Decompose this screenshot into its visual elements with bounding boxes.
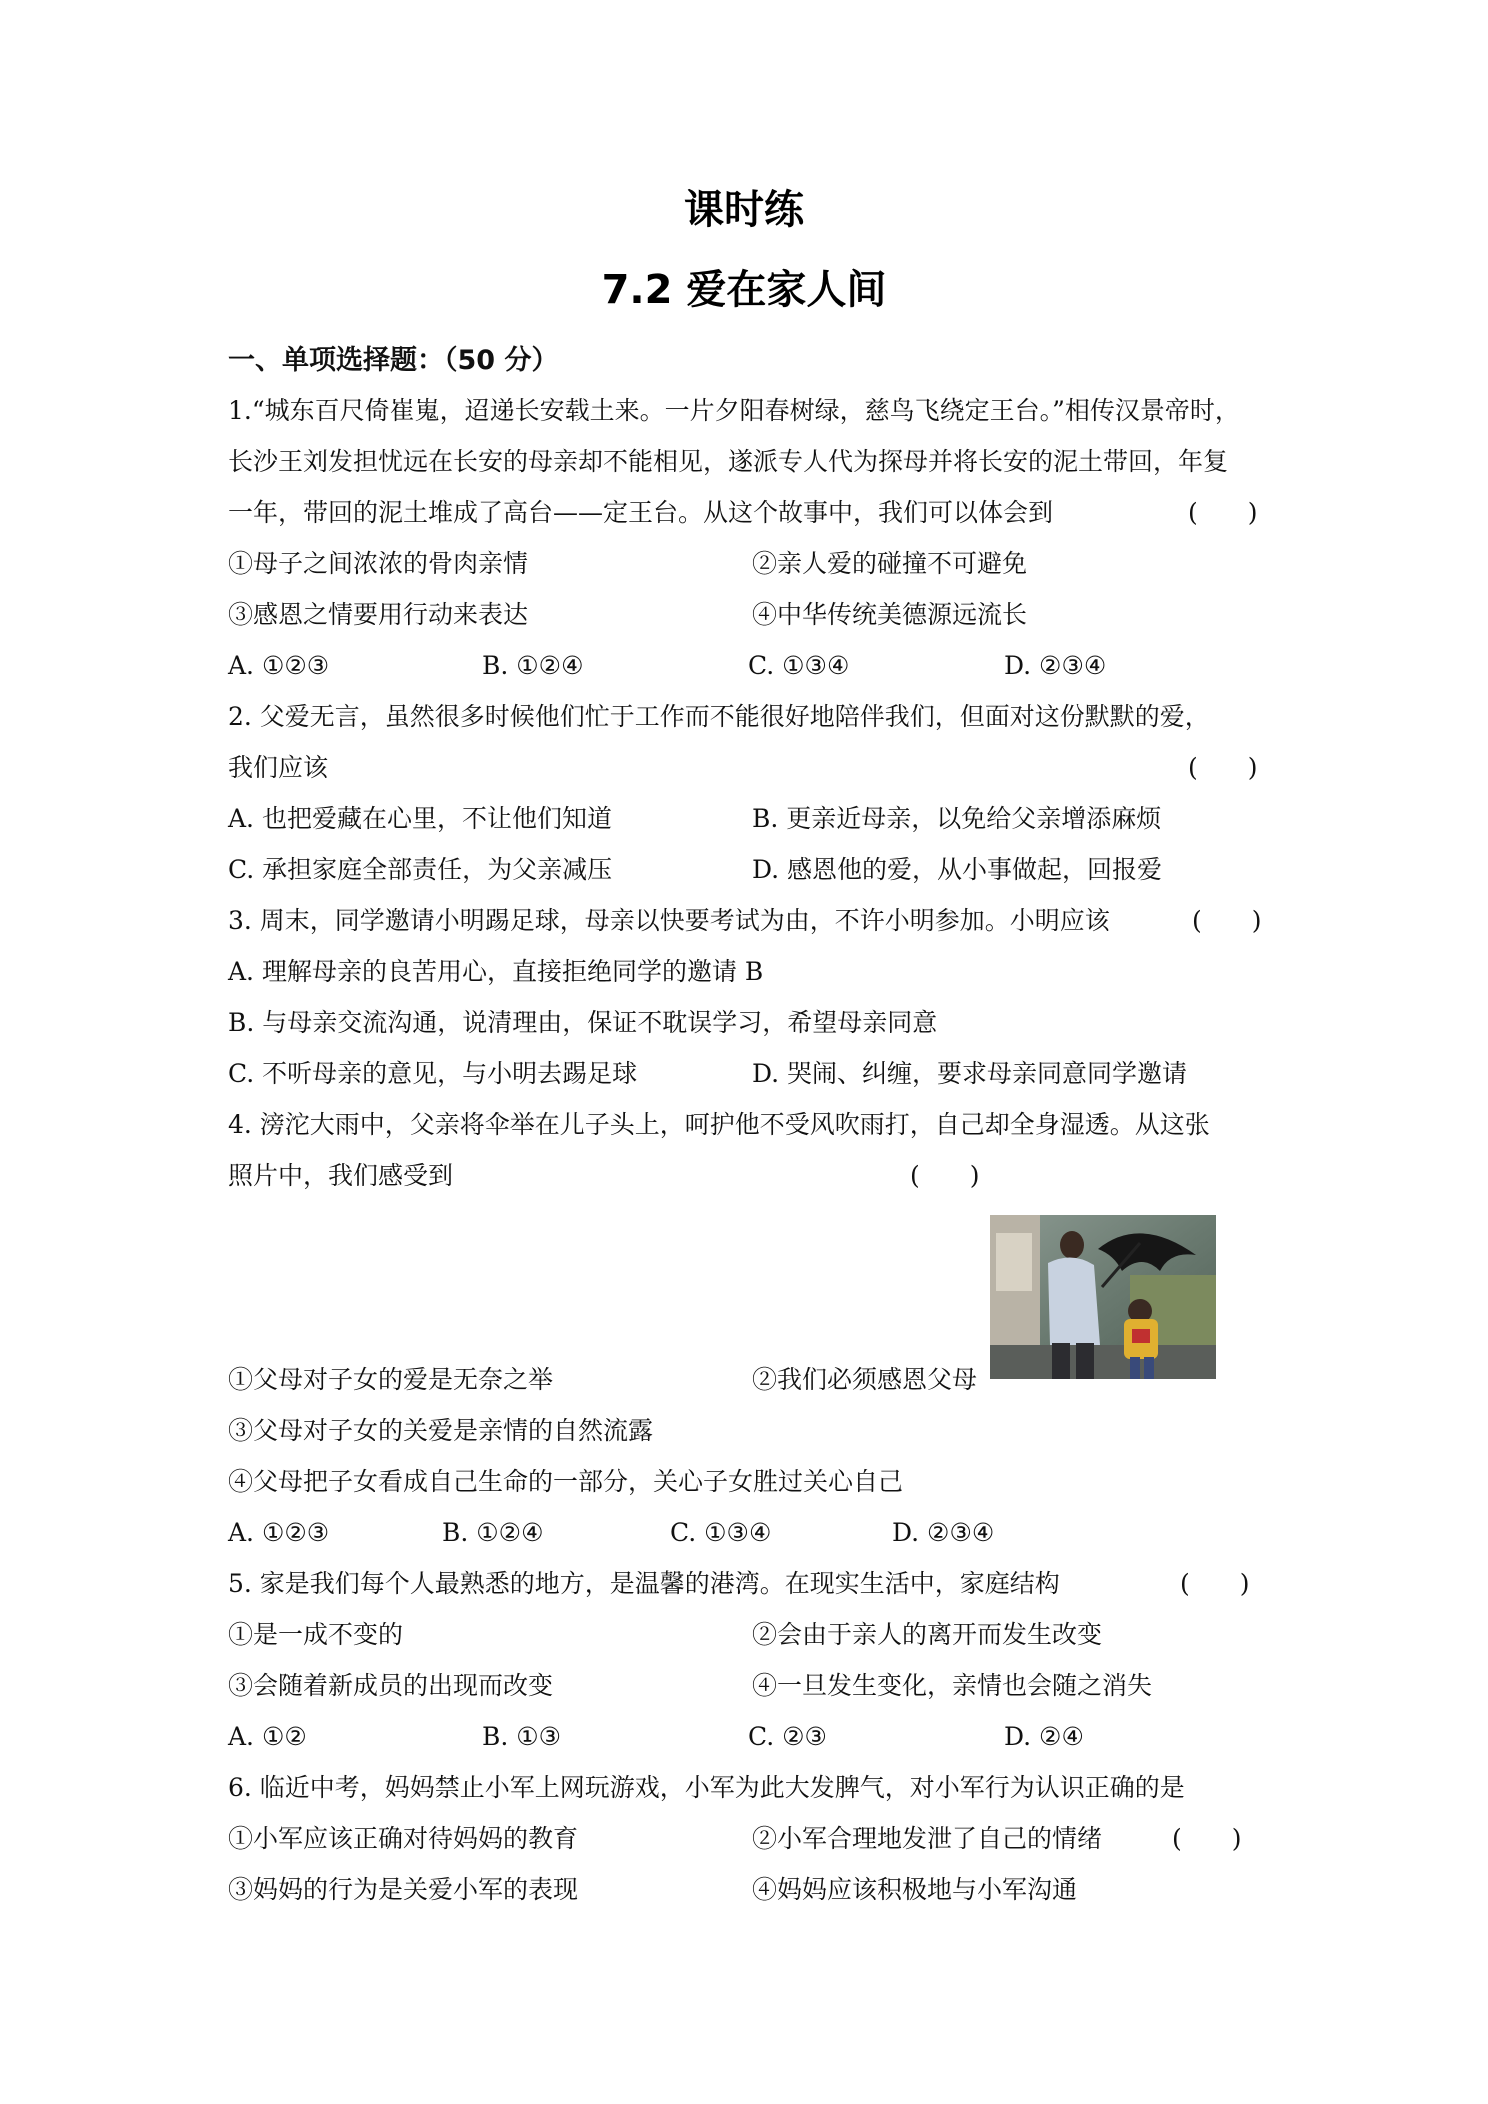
q1-choice-b: B. ①②④ [482,651,584,680]
q3-choice-c: C. 不听母亲的意见，与小明去踢足球 [228,1059,638,1088]
q3-choice-d: D. 哭闹、纠缠，要求母亲同意同学邀请 [752,1059,1188,1088]
q6-answer-bracket: ( ) [1172,1824,1242,1853]
q2-choice-c: C. 承担家庭全部责任，为父亲减压 [228,855,613,884]
q2-choice-a: A. 也把爱藏在心里，不让他们知道 [228,804,612,833]
q3-choice-b: B. 与母亲交流沟通，说清理由，保证不耽误学习，希望母亲同意 [228,1008,938,1037]
q4-stem-line1: 4. 滂沱大雨中，父亲将伞举在儿子头上，呵护他不受风吹雨打，自己却全身湿透。从这张 [228,1110,1210,1139]
q1-option-3: ③感恩之情要用行动来表达 [228,600,529,629]
section-heading: 一、单项选择题：（50 分） [228,345,559,376]
q6-option-2: ②小军合理地发泄了自己的情绪 [752,1824,1103,1853]
q4-choice-a: A. ①②③ [228,1518,330,1547]
q4-option-2: ②我们必须感恩父母 [752,1365,978,1394]
q6-option-4: ④妈妈应该积极地与小军沟通 [752,1875,1078,1904]
q2-stem-line1: 2. 父爱无言，虽然很多时候他们忙于工作而不能很好地陪伴我们，但面对这份默默的爱， [228,702,1210,731]
q4-option-4: ④父母把子女看成自己生命的一部分，关心子女胜过关心自己 [228,1467,904,1496]
q6-option-1: ①小军应该正确对待妈妈的教育 [228,1824,579,1853]
q1-choice-a: A. ①②③ [228,651,330,680]
q2-choice-d: D. 感恩他的爱，从小事做起，回报爱 [752,855,1163,884]
q4-option-3: ③父母对子女的关爱是亲情的自然流露 [228,1416,654,1445]
q3-choice-a: A. 理解母亲的良苦用心，直接拒绝同学的邀请 B [228,957,764,986]
q5-option-4: ④一旦发生变化，亲情也会随之消失 [752,1671,1153,1700]
q1-option-1: ①母子之间浓浓的骨肉亲情 [228,549,529,578]
q2-answer-bracket: ( ) [1188,753,1258,782]
lesson-title: 7.2 爱在家人间 [601,267,887,313]
q1-choice-d: D. ②③④ [1004,651,1107,680]
q3-answer-bracket: ( ) [1192,906,1262,935]
q5-choice-b: B. ①③ [482,1722,562,1751]
q1-stem-line1: 1.“城东百尺倚崔嵬，迢递长安载土来。一片夕阳春树绿，慈鸟飞绕定王台。”相传汉景帝时， [228,396,1240,425]
q5-option-3: ③会随着新成员的出现而改变 [228,1671,554,1700]
q1-stem-line3: 一年，带回的泥土堆成了高台——定王台。从这个故事中，我们可以体会到 [228,498,1054,527]
q5-stem: 5. 家是我们每个人最熟悉的地方，是温馨的港湾。在现实生活中，家庭结构 [228,1569,1060,1598]
q4-stem-line2: 照片中，我们感受到 [228,1161,454,1190]
q2-choice-b: B. 更亲近母亲，以免给父亲增添麻烦 [752,804,1162,833]
q6-stem: 6. 临近中考，妈妈禁止小军上网玩游戏，小军为此大发脾气，对小军行为认识正确的是 [228,1773,1185,1802]
q1-option-4: ④中华传统美德源远流长 [752,600,1028,629]
q1-option-2: ②亲人爱的碰撞不可避免 [752,549,1028,578]
q4-choice-c: C. ①③④ [670,1518,772,1547]
q6-option-3: ③妈妈的行为是关爱小军的表现 [228,1875,579,1904]
q1-stem-line2: 长沙王刘发担忧远在长安的母亲却不能相见，遂派专人代为探母并将长安的泥土带回，年复 [228,447,1229,476]
q5-choice-a: A. ①② [228,1722,307,1751]
q1-choice-c: C. ①③④ [748,651,850,680]
q5-option-1: ①是一成不变的 [228,1620,404,1649]
q5-choice-d: D. ②④ [1004,1722,1084,1751]
photo-illustration [990,1215,1216,1379]
q1-answer-bracket: ( ) [1188,498,1258,527]
page-title: 课时练 [684,187,804,233]
q3-stem: 3. 周末，同学邀请小明踢足球，母亲以快要考试为由，不许小明参加。小明应该 [228,906,1110,935]
father-umbrella-photo [990,1215,1216,1379]
q5-answer-bracket: ( ) [1180,1569,1250,1598]
q5-option-2: ②会由于亲人的离开而发生改变 [752,1620,1103,1649]
q5-choice-c: C. ②③ [748,1722,827,1751]
q2-stem-line2: 我们应该 [228,753,329,782]
q4-choice-d: D. ②③④ [892,1518,995,1547]
q4-option-1: ①父母对子女的爱是无奈之举 [228,1365,554,1394]
q4-choice-b: B. ①②④ [442,1518,544,1547]
q4-answer-bracket: ( ) [910,1161,980,1190]
